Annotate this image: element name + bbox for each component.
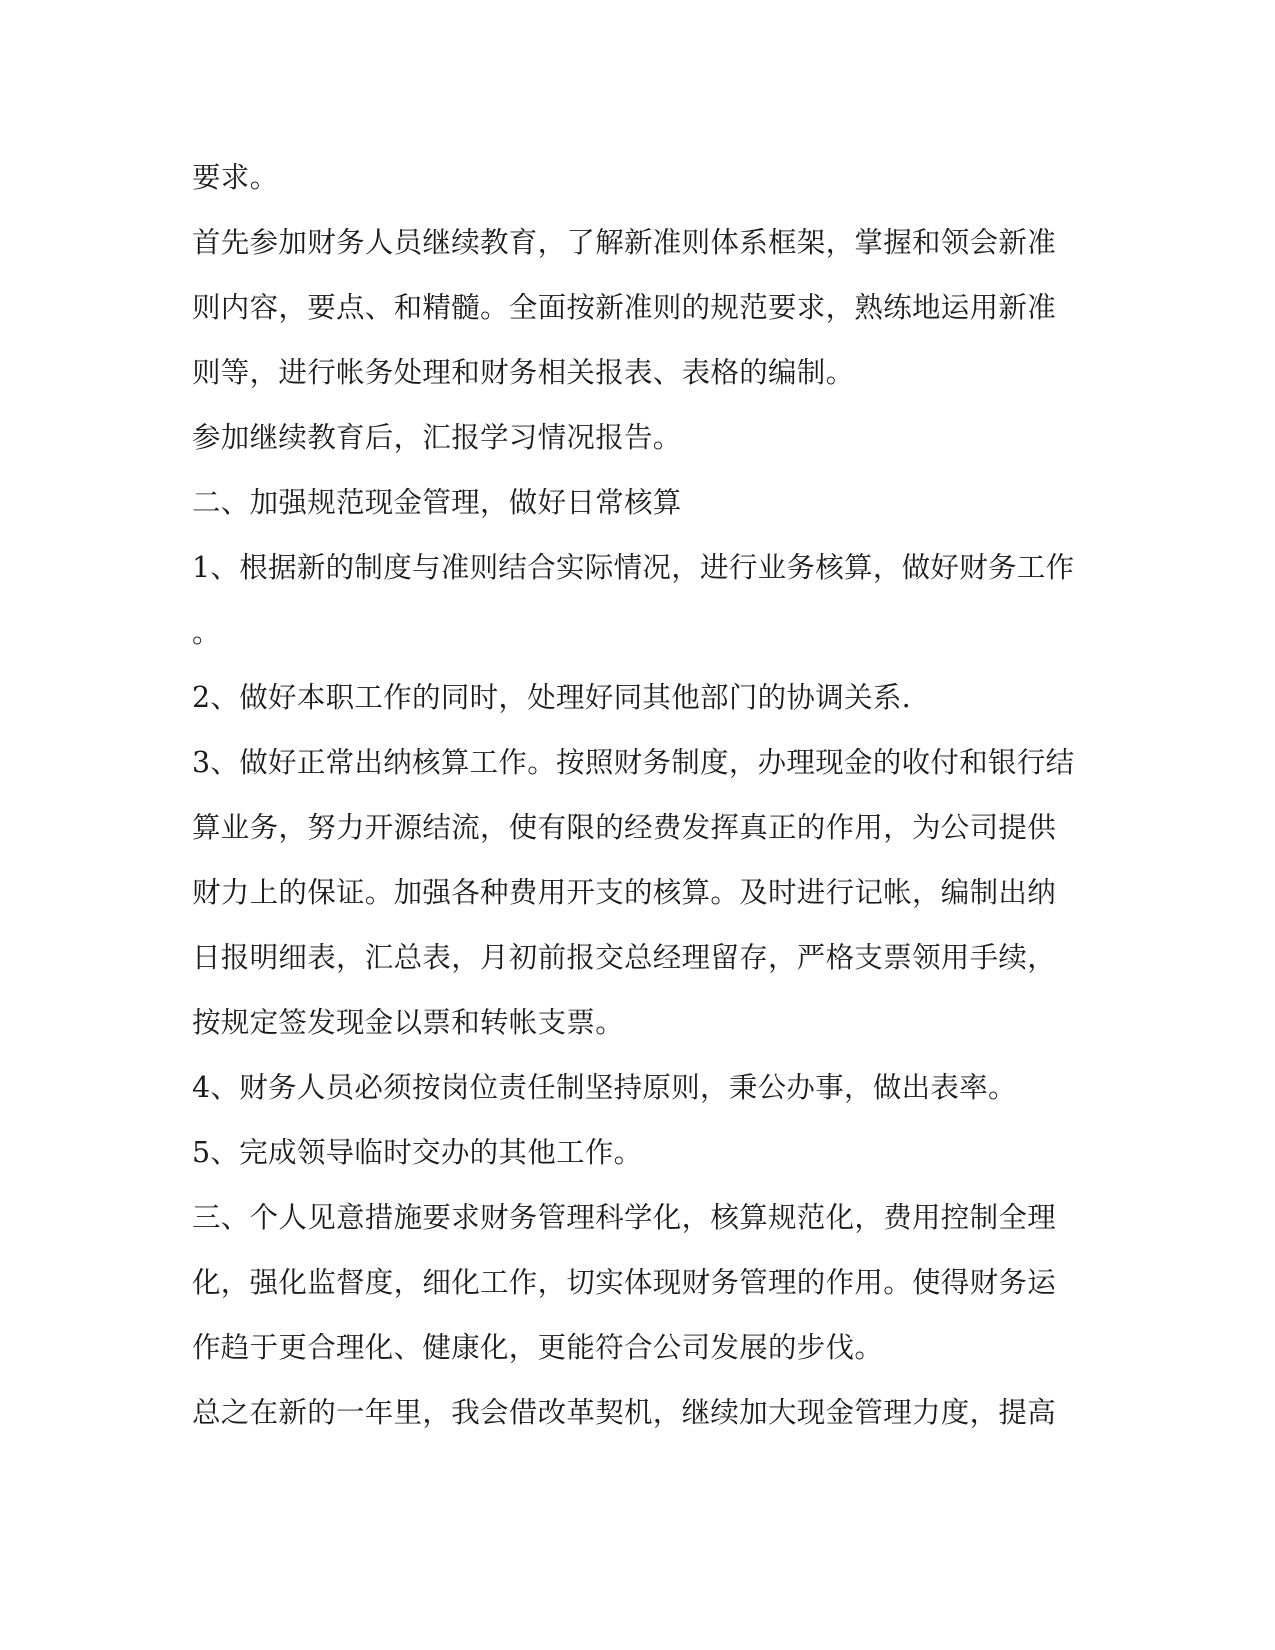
text-line: 2、做好本职工作的同时，处理好同其他部门的协调关系. bbox=[192, 681, 911, 714]
text-line: 1、根据新的制度与准则结合实际情况，进行业务核算，做好财务工作 bbox=[192, 551, 1075, 584]
section-heading: 三、个人见意措施要求财务管理科学化，核算规范化，费用控制全理 bbox=[192, 1201, 1057, 1234]
text-line: 财力上的保证。加强各种费用开支的核算。及时进行记帐，编制出纳 bbox=[192, 876, 1057, 909]
text-line: 则等，进行帐务处理和财务相关报表、表格的编制。 bbox=[192, 356, 855, 389]
text-line: 首先参加财务人员继续教育，了解新准则体系框架，掌握和领会新准 bbox=[192, 226, 1057, 259]
text-line: 日报明细表，汇总表，月初前报交总经理留存，严格支票领用手续， bbox=[192, 941, 1057, 974]
text-line: 3、做好正常出纳核算工作。按照财务制度，办理现金的收付和银行结 bbox=[192, 746, 1075, 779]
section-heading: 二、加强规范现金管理，做好日常核算 bbox=[192, 486, 682, 519]
text-line: 则内容，要点、和精髓。全面按新准则的规范要求，熟练地运用新准 bbox=[192, 291, 1057, 324]
text-line: 作趋于更合理化、健康化，更能符合公司发展的步伐。 bbox=[192, 1331, 884, 1364]
text-line: 算业务，努力开源结流，使有限的经费发挥真正的作用，为公司提供 bbox=[192, 811, 1057, 844]
text-line: 要求。 bbox=[192, 161, 279, 194]
text-line: 。 bbox=[192, 616, 221, 649]
text-line: 按规定签发现金以票和转帐支票。 bbox=[192, 1006, 625, 1039]
document-body bbox=[192, 158, 1092, 1458]
text-line: 4、财务人员必须按岗位责任制坚持原则，秉公办事，做出表率。 bbox=[192, 1071, 1017, 1104]
text-line: 参加继续教育后，汇报学习情况报告。 bbox=[192, 421, 682, 454]
text-line: 总之在新的一年里，我会借改革契机，继续加大现金管理力度，提高 bbox=[192, 1396, 1057, 1429]
text-line: 5、完成领导临时交办的其他工作。 bbox=[192, 1136, 643, 1169]
text-line: 化，强化监督度，细化工作，切实体现财务管理的作用。使得财务运 bbox=[192, 1266, 1057, 1299]
